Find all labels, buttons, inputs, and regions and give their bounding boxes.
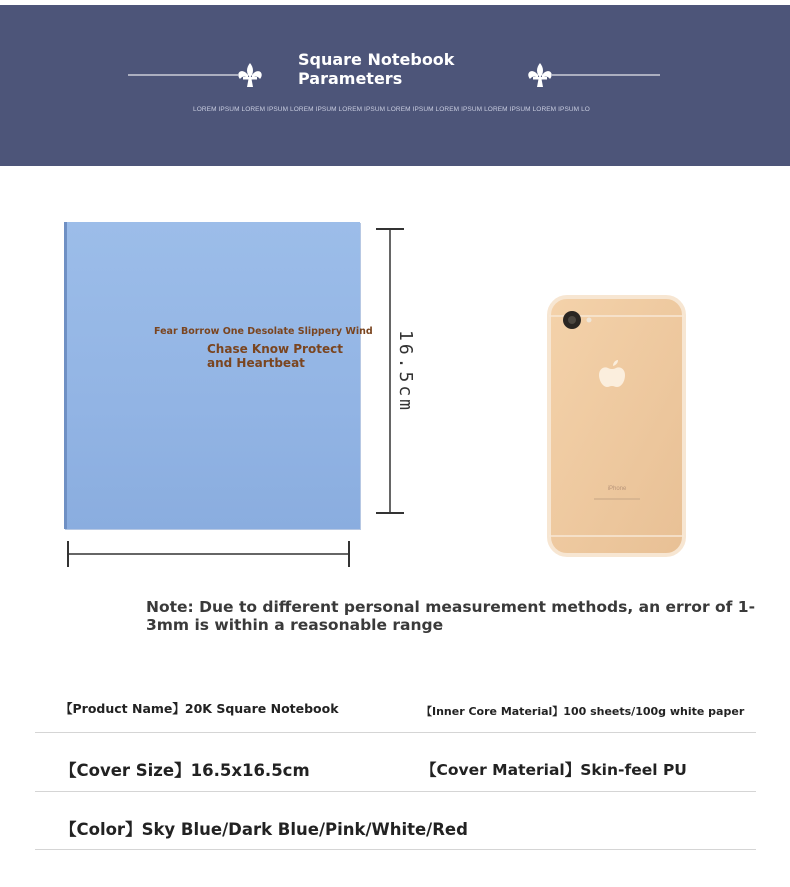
parameter-row (35, 792, 756, 850)
parameter-table (35, 690, 756, 850)
product-name: 【Product Name】20K Square Notebook (60, 701, 339, 716)
cover-size: 【Cover Size】16.5x16.5cm (60, 761, 310, 780)
cover-material: 【Cover Material】Skin-feel PU (421, 761, 687, 779)
color-options: 【Color】Sky Blue/Dark Blue/Pink/White/Red (60, 820, 468, 839)
banner-subtitle: LOREM IPSUM LOREM IPSUM LOREM IPSUM LOREM IPSUM LOREM IPSUM LOREM IPSUM LOREM IPSUM LOREM IPSUM LO (193, 106, 590, 113)
left-ornament (128, 56, 268, 94)
notebook-text-line-1: Fear Borrow One Desolate Slippery Wind (154, 326, 373, 337)
title-line-2: Parameters (298, 69, 403, 88)
notebook-text-line-2: Chase Know Protect and Heartbeat (207, 342, 343, 370)
parameter-row (35, 690, 756, 733)
page-title (298, 50, 498, 88)
notebook-image (64, 222, 360, 529)
width-dimension-line (62, 537, 356, 571)
right-ornament (522, 56, 662, 94)
measurement-note: Note: Due to different personal measurement methods, an error of 1-3mm is within a reasonable range (146, 598, 755, 634)
inner-core-material: 【Inner Core Material】100 sheets/100g white paper (421, 705, 745, 718)
title-line-1: Square Notebook (298, 50, 455, 69)
fleur-de-lis-icon (238, 63, 261, 87)
height-label: 16.5cm (395, 330, 416, 414)
parameter-row (35, 733, 756, 792)
phone-image (546, 294, 688, 560)
fleur-de-lis-icon (528, 63, 551, 87)
svg-text:iPhone: iPhone (607, 486, 627, 492)
